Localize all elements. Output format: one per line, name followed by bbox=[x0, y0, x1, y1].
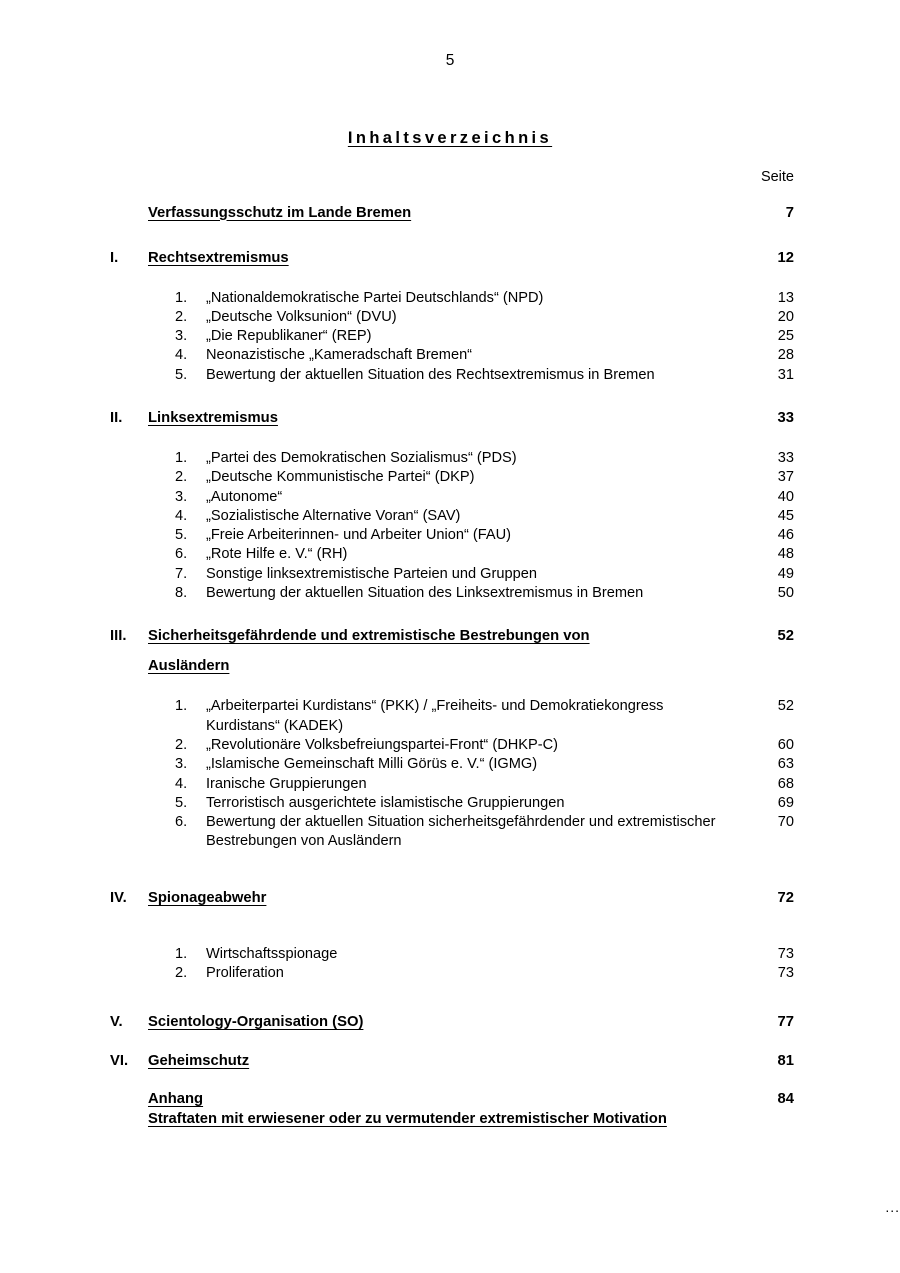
toc-subitem-page: 20 bbox=[777, 308, 794, 325]
toc-subitem-label: „Deutsche Kommunistische Partei“ (DKP) bbox=[206, 469, 475, 486]
toc-subitem-label: „Revolutionäre Volksbefreiungspartei-Front“ (DHKP-C) bbox=[206, 736, 559, 753]
toc-subitem-page: 49 bbox=[777, 565, 794, 582]
toc-subitem-label: „Sozialistische Alternative Voran“ (SAV) bbox=[206, 507, 461, 524]
toc-entry-label-wrap bbox=[148, 1052, 736, 1071]
toc-entry-numeral: VI. bbox=[110, 1053, 129, 1070]
toc-subitem-number: 5. bbox=[175, 527, 188, 544]
toc-subitem-label: Iranische Gruppierungen bbox=[206, 775, 367, 792]
toc-entry-numeral: IV. bbox=[110, 889, 127, 906]
toc-subitem-page: 60 bbox=[777, 736, 794, 753]
toc-subitem[interactable] bbox=[110, 327, 796, 346]
toc-subitem-page: 68 bbox=[777, 775, 794, 792]
toc-subitem-page: 52 bbox=[777, 698, 794, 715]
toc-subitem[interactable] bbox=[110, 507, 796, 526]
toc-entry-auslaenderextremismus[interactable] bbox=[110, 627, 796, 676]
toc-entry-linksextremismus[interactable] bbox=[110, 409, 796, 428]
toc-subitem[interactable] bbox=[110, 449, 796, 468]
toc-subitem-number: 4. bbox=[175, 347, 188, 364]
toc-subitem-label: „Islamische Gemeinschaft Milli Görüs e. V.“ (IGMG) bbox=[206, 756, 538, 773]
toc-subitem-page: 70 bbox=[777, 814, 794, 831]
toc-subitem[interactable] bbox=[110, 697, 796, 736]
toc-subitem-label: Neonazistische „Kameradschaft Bremen“ bbox=[206, 347, 473, 364]
toc-entry-page: 77 bbox=[777, 1014, 794, 1031]
toc-subitem-number: 5. bbox=[175, 794, 188, 811]
page-title: Inhaltsverzeichnis bbox=[347, 129, 553, 147]
toc-subitem-number: 2. bbox=[175, 965, 188, 982]
toc-entry-page: 52 bbox=[777, 628, 794, 645]
toc-subitem-number: 2. bbox=[175, 736, 188, 753]
toc-entry-scientology[interactable] bbox=[110, 1013, 796, 1032]
toc-subitem-number: 2. bbox=[175, 308, 188, 325]
toc-subitem-number: 8. bbox=[175, 585, 188, 602]
toc-subitem-label: „Rote Hilfe e. V.“ (RH) bbox=[206, 546, 348, 563]
toc-subitem-page: 63 bbox=[777, 756, 794, 773]
toc-subitem[interactable] bbox=[110, 813, 796, 852]
toc-subitem-number: 1. bbox=[175, 698, 188, 715]
toc-subitem-page: 28 bbox=[777, 347, 794, 364]
toc-subitem[interactable] bbox=[110, 755, 796, 774]
toc-entry-label-line1: Anhang bbox=[148, 1091, 204, 1108]
page-column-header: Seite bbox=[760, 169, 794, 185]
toc-subitem[interactable] bbox=[110, 308, 796, 327]
toc-subitem-label: Bewertung der aktuellen Situation sicherheitsgefährdender und extremistischer Bestrebungen von Ausländern bbox=[206, 814, 716, 850]
toc-subitem-page: 33 bbox=[777, 449, 794, 466]
toc-content bbox=[110, 170, 796, 1129]
toc-entry-label-wrap bbox=[148, 409, 736, 428]
toc-subitem[interactable] bbox=[110, 964, 796, 983]
footer-continuation-mark: ... bbox=[885, 1199, 900, 1215]
toc-entry-page: 7 bbox=[785, 204, 794, 221]
toc-subitem-label: „Arbeiterpartei Kurdistans“ (PKK) / „Freiheits- und Demokratiekongress Kurdistans“ (KADEK) bbox=[206, 698, 664, 734]
toc-sublist-linksextremismus bbox=[110, 449, 796, 603]
toc-entry-page: 81 bbox=[777, 1053, 794, 1070]
toc-entry-numeral: III. bbox=[110, 628, 127, 645]
toc-subitem-page: 45 bbox=[777, 507, 794, 524]
toc-subitem-label: „Partei des Demokratischen Sozialismus“ (PDS) bbox=[206, 449, 517, 466]
toc-subitem-label: „Freie Arbeiterinnen- und Arbeiter Union“ (FAU) bbox=[206, 527, 511, 544]
toc-entry-label-line1: Sicherheitsgefährdende und extremistische Bestrebungen von bbox=[148, 628, 590, 645]
toc-entry-label: Verfassungsschutz im Lande Bremen bbox=[148, 204, 412, 221]
toc-subitem[interactable] bbox=[110, 565, 796, 584]
toc-entry-page: 84 bbox=[777, 1091, 794, 1108]
toc-subitem-page: 50 bbox=[777, 585, 794, 602]
toc-subitem-label: „Autonome“ bbox=[206, 488, 283, 505]
toc-sublist-spionageabwehr bbox=[110, 945, 796, 984]
toc-entry-label-wrap bbox=[148, 204, 736, 223]
toc-entry-numeral: II. bbox=[110, 409, 123, 426]
toc-entry-label-wrap bbox=[148, 1090, 736, 1129]
toc-entry-page: 33 bbox=[777, 409, 794, 426]
toc-subitem-page: 31 bbox=[777, 366, 794, 383]
toc-sublist-rechtsextremismus bbox=[110, 289, 796, 385]
toc-entry-geheimschutz[interactable] bbox=[110, 1052, 796, 1071]
toc-entry-label: Linksextremismus bbox=[148, 409, 278, 426]
toc-sublist-auslaenderextremismus bbox=[110, 697, 796, 851]
toc-entry-numeral: I. bbox=[110, 249, 119, 266]
toc-entry-label: Spionageabwehr bbox=[148, 889, 267, 906]
toc-subitem-page: 69 bbox=[777, 794, 794, 811]
toc-entry-page: 12 bbox=[777, 249, 794, 266]
toc-subitem[interactable] bbox=[110, 794, 796, 813]
toc-subitem[interactable] bbox=[110, 468, 796, 487]
toc-subitem-number: 6. bbox=[175, 814, 188, 831]
toc-subitem-label: Proliferation bbox=[206, 965, 284, 982]
toc-subitem-page: 13 bbox=[777, 289, 794, 306]
toc-subitem[interactable] bbox=[110, 346, 796, 365]
toc-entry-label-line2: Straftaten mit erwiesener oder zu vermutender extremistischer Motivation bbox=[148, 1111, 667, 1128]
toc-entry-verfassungsschutz[interactable] bbox=[110, 204, 796, 223]
toc-subitem[interactable] bbox=[110, 775, 796, 794]
toc-entry-label-wrap bbox=[148, 249, 736, 268]
toc-entry-label-wrap bbox=[148, 889, 736, 908]
toc-subitem-page: 73 bbox=[777, 945, 794, 962]
toc-subitem-page: 73 bbox=[777, 965, 794, 982]
toc-subitem-page: 37 bbox=[777, 469, 794, 486]
toc-subitem[interactable] bbox=[110, 289, 796, 308]
toc-subitem-page: 48 bbox=[777, 546, 794, 563]
toc-entry-label: Scientology-Organisation (SO) bbox=[148, 1014, 364, 1031]
toc-subitem-label: Terroristisch ausgerichtete islamistische Gruppierungen bbox=[206, 794, 565, 811]
toc-subitem-number: 6. bbox=[175, 546, 188, 563]
toc-subitem[interactable] bbox=[110, 945, 796, 964]
toc-subitem[interactable] bbox=[110, 526, 796, 545]
toc-subitem-page: 25 bbox=[777, 328, 794, 345]
toc-subitem-number: 4. bbox=[175, 775, 188, 792]
toc-subitem-number: 3. bbox=[175, 488, 188, 505]
toc-subitem-label: „Deutsche Volksunion“ (DVU) bbox=[206, 308, 397, 325]
toc-subitem[interactable] bbox=[110, 584, 796, 603]
toc-entry-page: 72 bbox=[777, 889, 794, 906]
toc-subitem[interactable] bbox=[110, 366, 796, 385]
toc-subitem[interactable] bbox=[110, 736, 796, 755]
toc-subitem-number: 3. bbox=[175, 756, 188, 773]
toc-subitem-number: 2. bbox=[175, 469, 188, 486]
toc-subitem-number: 1. bbox=[175, 289, 188, 306]
toc-subitem-number: 1. bbox=[175, 449, 188, 466]
toc-subitem-label: Wirtschaftsspionage bbox=[206, 945, 338, 962]
toc-entry-label: Rechtsextremismus bbox=[148, 249, 289, 266]
toc-entry-label-wrap bbox=[148, 627, 736, 676]
toc-subitem-number: 5. bbox=[175, 366, 188, 383]
toc-subitem-number: 4. bbox=[175, 507, 188, 524]
toc-subitem-label: „Nationaldemokratische Partei Deutschlands“ (NPD) bbox=[206, 289, 544, 306]
toc-subitem[interactable] bbox=[110, 545, 796, 564]
toc-subitem-number: 1. bbox=[175, 945, 188, 962]
toc-subitem-page: 46 bbox=[777, 527, 794, 544]
toc-entry-label: Geheimschutz bbox=[148, 1053, 250, 1070]
toc-subitem-label: Bewertung der aktuellen Situation des Linksextremismus in Bremen bbox=[206, 585, 644, 602]
toc-entry-anhang[interactable] bbox=[110, 1090, 796, 1129]
toc-entry-spionageabwehr[interactable] bbox=[110, 889, 796, 908]
toc-subitem-page: 40 bbox=[777, 488, 794, 505]
toc-subitem-label: Sonstige linksextremistische Parteien und Gruppen bbox=[206, 565, 537, 582]
toc-entry-label-line2: Ausländern bbox=[148, 658, 230, 675]
toc-subitem-label: „Die Republikaner“ (REP) bbox=[206, 328, 372, 345]
toc-subitem-label: Bewertung der aktuellen Situation des Rechtsextremismus in Bremen bbox=[206, 366, 655, 383]
toc-entry-label-wrap bbox=[148, 1013, 736, 1032]
page-folio-number: 5 bbox=[445, 52, 455, 69]
toc-subitem-number: 3. bbox=[175, 328, 188, 345]
toc-subitem-number: 7. bbox=[175, 565, 188, 582]
toc-entry-rechtsextremismus[interactable] bbox=[110, 249, 796, 268]
toc-entry-numeral: V. bbox=[110, 1014, 123, 1031]
toc-subitem[interactable] bbox=[110, 488, 796, 507]
